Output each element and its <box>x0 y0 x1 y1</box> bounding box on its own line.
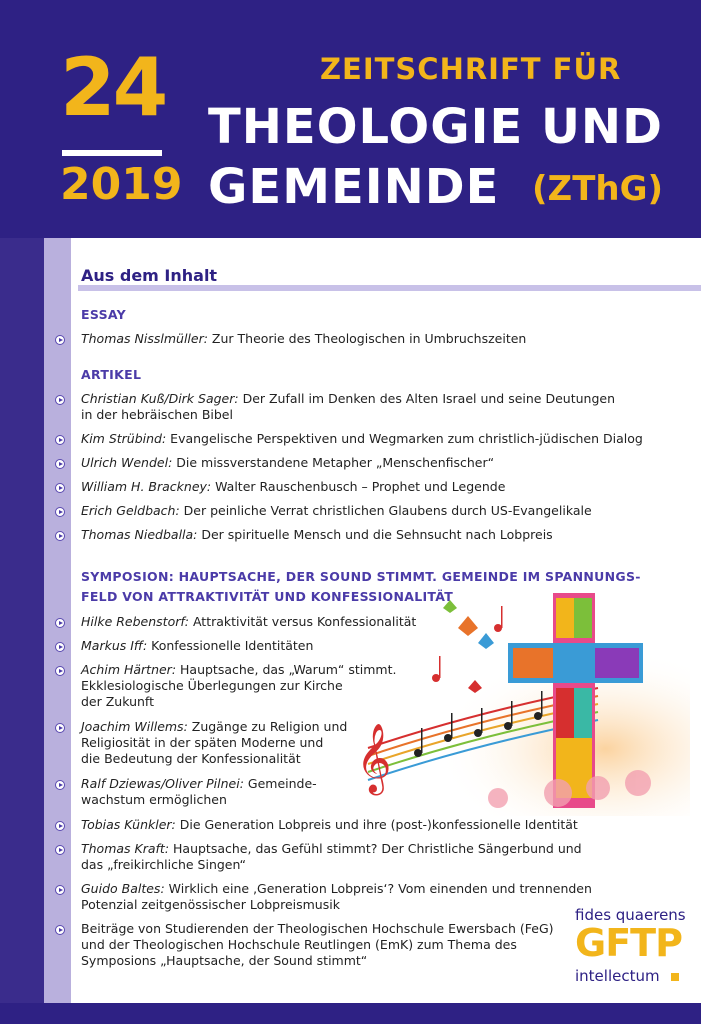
bottom-border <box>0 1003 701 1024</box>
entry-author: Hilke Rebenstorf: <box>81 614 189 629</box>
entry-author: Achim Härtner: <box>81 662 177 677</box>
svg-text:𝄞: 𝄞 <box>356 723 392 793</box>
bullet-arrow-icon <box>55 845 65 855</box>
bullet-arrow-icon <box>55 780 65 790</box>
bullet-arrow-icon <box>55 395 65 405</box>
bullet-arrow-icon <box>55 459 65 469</box>
entry-author: Thomas Kraft: <box>81 841 170 856</box>
contents-entry <box>81 921 554 969</box>
entry-title-line: Gemeinde- <box>243 776 317 791</box>
entry-title-line: Konfessionelle Identitäten <box>147 638 314 653</box>
entry-author: Markus Iff: <box>81 638 148 653</box>
entry-title-line: Der Zufall im Denken des Alten Israel und seine Deutungen <box>238 391 616 406</box>
section-label-essay: ESSAY <box>81 307 127 322</box>
entry-author: Guido Baltes: <box>81 881 165 896</box>
bullet-arrow-icon <box>55 885 65 895</box>
entry-title-line: Zugänge zu Religion und <box>187 719 348 734</box>
entry-title-line: Evangelische Perspektiven und Wegmarken zum christlich-jüdischen Dialog <box>166 431 643 446</box>
bullet-arrow-icon <box>55 642 65 652</box>
bullet-arrow-icon <box>55 507 65 517</box>
entry-author: Christian Kuß/Dirk Sager: <box>81 391 239 406</box>
issue-year: 2019 <box>60 159 183 210</box>
entry-author: Thomas Niedballa: <box>81 527 198 542</box>
contents-entry <box>81 841 582 873</box>
publisher-logo-square <box>671 973 679 981</box>
contents-heading: Aus dem Inhalt <box>81 266 218 285</box>
journal-title-prefix: ZEITSCHRIFT FÜR <box>320 52 622 86</box>
bullet-arrow-icon <box>55 483 65 493</box>
contents-entry <box>81 503 592 519</box>
entry-author: Thomas Nisslmüller: <box>81 331 208 346</box>
contents-entry <box>81 391 615 423</box>
left-border-dark <box>0 238 44 1004</box>
entry-title-line: die Bedeutung der Konfessionalität <box>81 751 301 766</box>
entry-author: Tobias Künkler: <box>81 817 176 832</box>
entry-author: Erich Geldbach: <box>81 503 180 518</box>
cover-header <box>0 0 701 238</box>
entry-title-line: Hauptsache, das Gefühl stimmt? Der Christliche Sängerbund und <box>169 841 582 856</box>
contents-entry <box>81 431 643 447</box>
entry-author: Ulrich Wendel: <box>81 455 173 470</box>
entry-title-line: Wirklich eine ‚Generation Lobpreis‘? Vom einenden und trennenden <box>164 881 592 896</box>
bullet-arrow-icon <box>55 335 65 345</box>
entry-title-line: Symposions „Hauptsache, der Sound stimmt“ <box>81 953 368 968</box>
entry-author: Joachim Willems: <box>81 719 188 734</box>
entry-title-line: Ekklesiologische Überlegungen zur Kirche <box>81 678 343 693</box>
entry-title-line: Beiträge von Studierenden der Theologischen Hochschule Ewersbach (FeG) <box>81 921 554 936</box>
entry-author: Kim Strübind: <box>81 431 167 446</box>
entry-title-line: Potenzial zeitgenössischer Lobpreismusik <box>81 897 340 912</box>
entry-title-line: wachstum ermöglichen <box>81 792 227 807</box>
entry-author: William H. Brackney: <box>81 479 212 494</box>
issue-divider <box>62 150 162 156</box>
publisher-logo: GFTP <box>575 921 682 965</box>
bullet-arrow-icon <box>55 618 65 628</box>
entry-title-line: in der hebräischen Bibel <box>81 407 233 422</box>
entry-title-line: Der peinliche Verrat christlichen Glaubens durch US-Evangelikale <box>179 503 592 518</box>
bullet-arrow-icon <box>55 723 65 733</box>
bullet-arrow-icon <box>55 666 65 676</box>
entry-title-line: Walter Rauschenbusch – Prophet und Legende <box>211 479 506 494</box>
entry-title-line: Die missverstandene Metapher „Menschenfischer“ <box>172 455 495 470</box>
bullet-arrow-icon <box>55 821 65 831</box>
entry-title-line: und der Theologischen Hochschule Reutlingen (EmK) zum Thema des <box>81 937 517 952</box>
contents-entry <box>81 719 347 767</box>
contents-entry <box>81 662 396 710</box>
entry-title-line: Religiosität in der späten Moderne und <box>81 735 324 750</box>
section-label-symposion-line2: FELD VON ATTRAKTIVITÄT UND KONFESSIONALITÄT <box>81 589 454 604</box>
publisher-motto-top: fides quaerens <box>575 906 686 924</box>
contents-entry <box>81 881 592 913</box>
bullet-arrow-icon <box>55 925 65 935</box>
entry-title-line: Die Generation Lobpreis und ihre (post-)konfessionelle Identität <box>175 817 578 832</box>
contents-entry <box>81 776 317 808</box>
section-label-symposion-line1: SYMPOSION: HAUPTSACHE, DER SOUND STIMMT. GEMEINDE IM SPANNUNGS- <box>81 569 641 584</box>
entry-title-line: das „freikirchliche Singen“ <box>81 857 246 872</box>
issue-number: 24 <box>60 41 166 134</box>
contents-entry <box>81 817 578 833</box>
entry-title-line: Der spirituelle Mensch und die Sehnsucht nach Lobpreis <box>197 527 553 542</box>
entry-title-line: Hauptsache, das „Warum“ stimmt. <box>176 662 397 677</box>
contents-entry <box>81 479 505 495</box>
journal-title-line2: GEMEINDE <box>208 159 500 215</box>
entry-title-line: der Zukunft <box>81 694 155 709</box>
publisher-motto-bottom: intellectum <box>575 967 660 985</box>
entry-author: Ralf Dziewas/Oliver Pilnei: <box>81 776 244 791</box>
entry-title-line: Attraktivität versus Konfessionalität <box>188 614 417 629</box>
contents-entry <box>81 527 553 543</box>
contents-entry <box>81 331 526 347</box>
journal-abbreviation: (ZThG) <box>532 169 664 209</box>
entry-title-line: Zur Theorie des Theologischen in Umbruchszeiten <box>207 331 527 346</box>
journal-title-line1: THEOLOGIE UND <box>208 99 663 155</box>
bullet-arrow-icon <box>55 531 65 541</box>
contents-entry <box>81 638 313 654</box>
section-label-artikel: ARTIKEL <box>81 367 142 382</box>
contents-heading-rule <box>78 285 701 291</box>
bullet-arrow-icon <box>55 435 65 445</box>
contents-entry <box>81 455 494 471</box>
contents-entry <box>81 614 416 630</box>
